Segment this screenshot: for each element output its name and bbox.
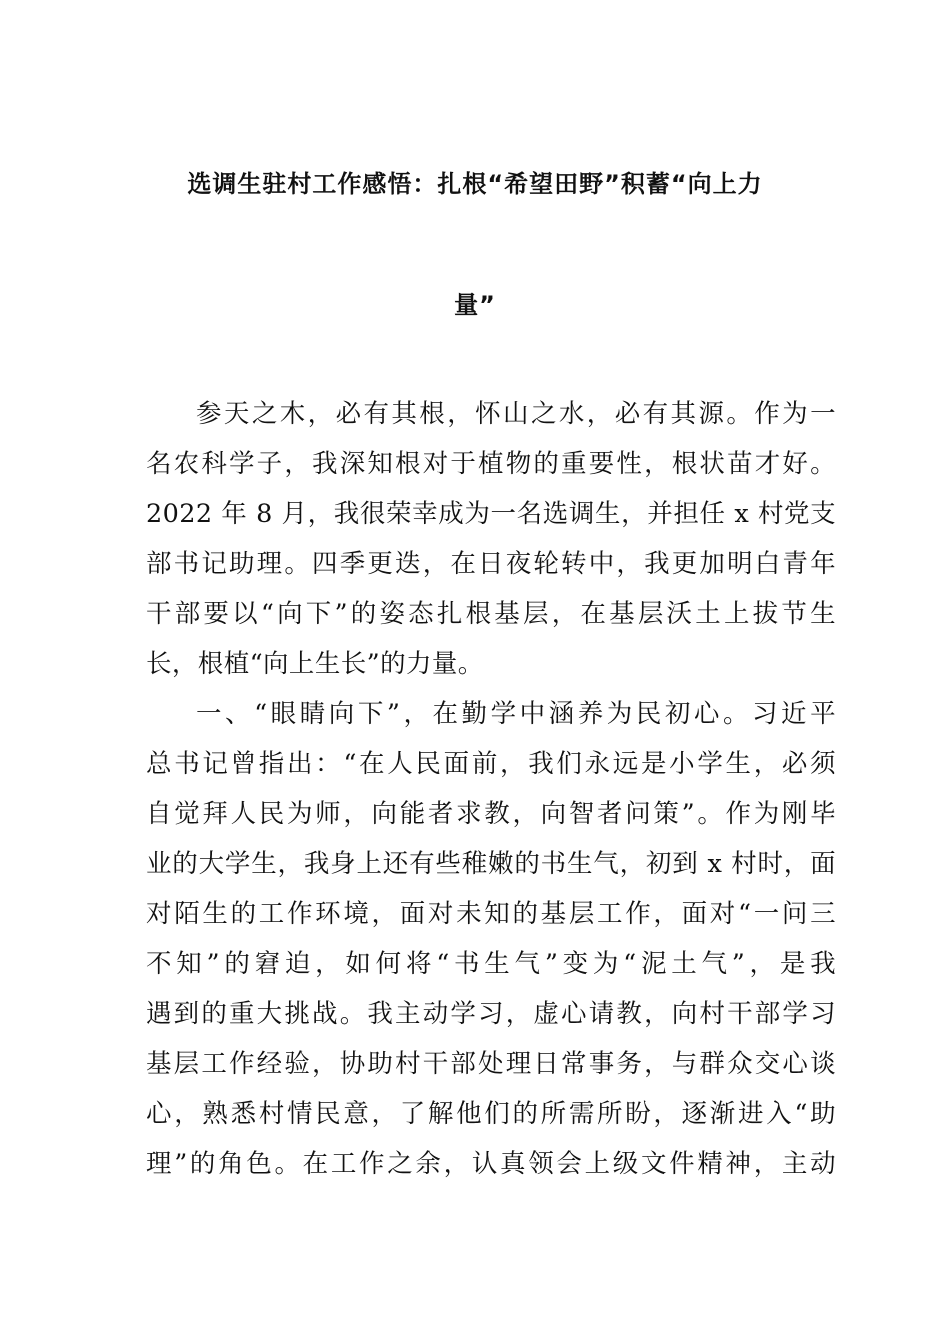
document-title-line-1: 选调生驻村工作感悟：扎根“希望田野”积蓄“向上力 — [187, 170, 763, 198]
body-line: 长，根植“向上生长”的力量。 — [146, 649, 484, 679]
document-title-line-2: 量” — [454, 291, 496, 319]
body-line: 总书记曾指出：“在人民面前，我们永远是小学生，必须 — [146, 749, 836, 779]
body-line: 自觉拜人民为师，向能者求教，向智者问策”。作为刚毕 — [146, 799, 836, 829]
body-line: 干部要以“向下”的姿态扎根基层，在基层沃土上拔节生 — [146, 599, 836, 629]
body-line: 2022 年 8 月，我很荣幸成为一名选调生，并担任 x 村党支 — [146, 499, 836, 529]
body-line: 参天之木，必有其根，怀山之水，必有其源。作为一 — [196, 399, 836, 429]
body-line: 遇到的重大挑战。我主动学习，虚心请教，向村干部学习 — [146, 999, 836, 1029]
body-line: 不知”的窘迫，如何将“书生气”变为“泥土气”，是我 — [146, 949, 836, 979]
body-line: 基层工作经验，协助村干部处理日常事务，与群众交心谈 — [146, 1049, 836, 1079]
body-line: 部书记助理。四季更迭，在日夜轮转中，我更加明白青年 — [146, 549, 836, 579]
body-line: 业的大学生，我身上还有些稚嫩的书生气，初到 x 村时，面 — [146, 849, 836, 879]
body-line: 对陌生的工作环境，面对未知的基层工作，面对“一问三 — [146, 899, 836, 929]
body-line: 一、“眼睛向下”，在勤学中涵养为民初心。习近平 — [196, 699, 836, 729]
body-line: 名农科学子，我深知根对于植物的重要性，根状苗才好。 — [146, 449, 836, 479]
body-line: 理”的角色。在工作之余，认真领会上级文件精神，主动 — [146, 1149, 836, 1179]
body-line: 心，熟悉村情民意，了解他们的所需所盼，逐渐进入“助 — [146, 1099, 836, 1129]
